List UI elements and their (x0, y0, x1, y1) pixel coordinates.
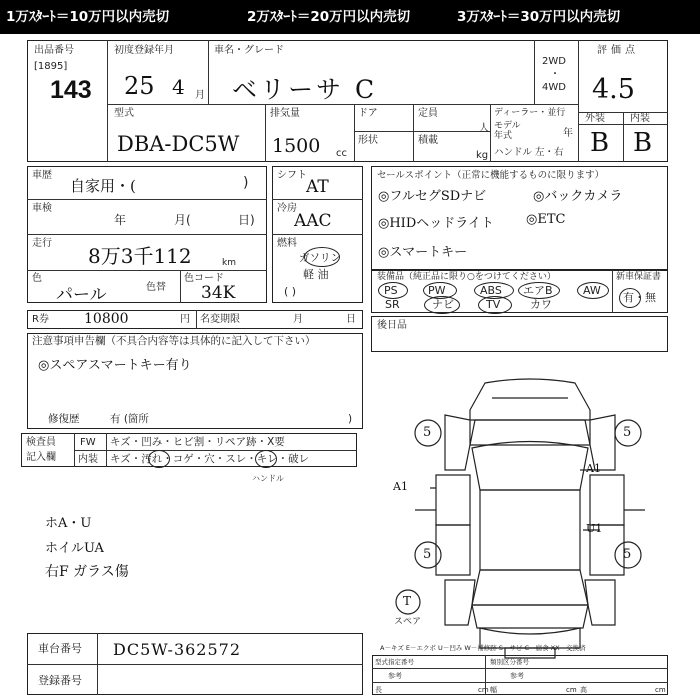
color-value: パール (56, 285, 107, 305)
color-code-label: 色コード (184, 273, 224, 284)
interior-grade: B (633, 128, 653, 158)
memo-line-2: ホイルUA (45, 541, 104, 556)
inspector-label-1: 検査員 (26, 437, 56, 448)
drive-4wd: 4WD (542, 82, 566, 93)
inspection-label: 車検 (32, 203, 52, 214)
grade-value: 4.5 (592, 74, 635, 105)
capacity-unit: 人 (479, 123, 489, 134)
selling-point-5: ◎スマートキー (378, 245, 468, 260)
selling-point-1: ◎フルセグSDナビ (378, 189, 487, 204)
tire-rl-mark: 5 (423, 547, 432, 562)
grade-label: 評価点 (597, 45, 639, 56)
mileage-unit: km (222, 258, 236, 268)
model-label: 型式 (114, 108, 134, 119)
tire-fl-mark: 5 (423, 425, 432, 440)
notes-label: 注意事項申告欄（不具合内容等は具体的に記入して下さい） (32, 335, 316, 347)
history-value: 自家用・( (70, 177, 136, 195)
first-reg-month: 4 (172, 75, 185, 99)
class-spec-label: 類別区分番号 (490, 658, 529, 666)
model-value: DBA-DC5W (117, 132, 240, 156)
chassis-value: DC5W-362572 (113, 640, 242, 659)
selling-points-label: セールスポイント（正常に機能するものに限ります） (377, 170, 605, 181)
first-reg-label: 初度登録年月 (114, 45, 174, 56)
damage-a1-right: A1 (586, 462, 601, 475)
tax-day: 日 (346, 314, 356, 325)
equipment-label: 装備品（純正品に限り○をつけてください） (377, 272, 556, 282)
mileage-value: 8万3千112 (88, 244, 192, 268)
mileage-label: 走行 (32, 238, 52, 249)
registration-label: 登録番号 (38, 674, 82, 687)
shift-value: AT (306, 177, 329, 197)
class-ref: 参考 (510, 672, 524, 680)
lot-label: 出品番号 (34, 45, 74, 56)
interior-items: キズ・汚れ・コゲ・穴・スレ・キレ・破レ (110, 453, 310, 465)
equip-leather: カワ (530, 298, 552, 311)
spare-label: スペア (394, 617, 422, 627)
length-label: 長 (375, 686, 382, 694)
type-spec-label: 型式指定番号 (375, 658, 414, 666)
inspector-fw: FW (80, 437, 96, 448)
history-close: ) (243, 175, 249, 191)
door-label: ドア (358, 108, 378, 119)
equip-aw: AW (583, 284, 601, 297)
damage-legend: A－キズ E－エクボ U－凹み W－補修跡 S－サビ C－腐食 XX－交換済 (380, 644, 586, 652)
fuel-label: 燃料 (277, 238, 297, 249)
model-year-label2: 年式 (494, 131, 513, 141)
recycle-unit: 円 (180, 314, 190, 325)
equip-pw: PW (428, 284, 446, 297)
handle-note: ハンドル (252, 474, 284, 483)
fuel-diesel: 軽 油 (303, 268, 329, 281)
equip-navi: ナビ (432, 298, 454, 311)
memo-line-1: ホA・U (45, 516, 92, 531)
banner-start-1: 1万ｽﾀｰﾄ＝10万円以内売切 (6, 9, 170, 25)
equip-ps: PS (384, 284, 398, 297)
tire-rr-mark: 5 (623, 547, 632, 562)
inspector-label-2: 記入欄 (26, 452, 56, 463)
selling-point-2: ◎バックカメラ (533, 189, 623, 204)
load-label: 積載 (418, 135, 438, 146)
fuel-gasoline: ガソリン (299, 252, 341, 264)
width-label: 幅 (490, 686, 497, 694)
height-unit: cm (655, 686, 666, 694)
chassis-label: 車台番号 (38, 642, 82, 655)
capacity-label: 定員 (418, 108, 438, 119)
model-year-unit: 年 (563, 128, 573, 139)
shape-label: 形状 (358, 135, 378, 146)
warranty-value: 有・無 (623, 291, 656, 304)
length-unit: cm (478, 686, 489, 694)
history-label: 車歴 (32, 170, 52, 181)
load-unit: kg (476, 150, 489, 161)
after-items-label: 後日品 (377, 320, 407, 331)
color-label: 色 (32, 273, 42, 284)
handle-label: ハンドル 左・右 (494, 147, 564, 158)
inspection-month: 月( (174, 213, 191, 227)
color-code-value: 34K (201, 283, 236, 303)
fw-items: キズ・凹み・ヒビ割・リペア跡・X要 (110, 436, 285, 448)
model-year-label1: モデル (494, 121, 521, 131)
tax-month: 月 (293, 314, 303, 325)
displacement-label: 排気量 (270, 108, 300, 119)
exterior-grade: B (590, 128, 610, 158)
name-label: 車名・グレード (214, 45, 284, 56)
drive-sep: ・ (550, 69, 560, 80)
aircon-value: AAC (294, 211, 332, 231)
fuel-other: ( ) (284, 285, 297, 298)
banner-start-2: 2万ｽﾀｰﾄ＝20万円以内売切 (247, 9, 411, 25)
selling-point-4: ◎ETC (526, 212, 566, 227)
color-change-label: 色替 (146, 282, 166, 293)
car-name: ベリーサ C (232, 75, 378, 104)
dealer-label: ディーラー・並行 (494, 108, 566, 118)
equip-tv: TV (486, 298, 501, 311)
shift-label: シフト (277, 170, 307, 181)
height-label: 高 (580, 686, 587, 694)
displacement-unit: cc (336, 148, 347, 159)
lot-sub: [1895] (34, 61, 68, 72)
selling-point-3: ◎HIDヘッドライト (378, 216, 494, 231)
tax-label: 名変期限 (200, 314, 240, 325)
recycle-value: 10800 (84, 311, 129, 327)
memo-line-3: 右F ガラス傷 (45, 564, 129, 580)
inspector-interior: 内装 (78, 454, 98, 465)
type-ref: 参考 (388, 672, 402, 680)
warranty-label: 新車保証書 (616, 272, 662, 282)
repair-close: ) (348, 413, 353, 425)
equip-abs: ABS (480, 284, 502, 297)
damage-u1-right: U1 (586, 522, 603, 535)
drive-2wd: 2WD (542, 56, 566, 67)
damage-a1-left: A1 (393, 480, 408, 493)
spare-mark: T (403, 594, 412, 608)
repair-label: 修復歴 (48, 413, 80, 425)
month-unit: 月 (195, 90, 205, 101)
tire-fr-mark: 5 (623, 425, 632, 440)
first-reg-year: 25 (124, 72, 155, 100)
equip-sr: SR (385, 298, 400, 311)
inspection-day: 日) (238, 213, 255, 227)
inspection-year: 年 (114, 213, 127, 227)
banner-start-3: 3万ｽﾀｰﾄ＝30万円以内売切 (457, 9, 621, 25)
exterior-label: 外装 (585, 113, 605, 124)
notes-value: ◎スペアスマートキー有り (38, 358, 192, 373)
equip-airbag: エアB (523, 284, 553, 297)
width-unit: cm (566, 686, 577, 694)
lot-number: 143 (50, 76, 92, 104)
repair-value: 有 (箇所 (110, 413, 149, 425)
recycle-label: R券 (32, 314, 49, 325)
interior-label: 内装 (630, 113, 650, 124)
displacement-value: 1500 (272, 135, 321, 157)
aircon-label: 冷房 (277, 203, 297, 214)
